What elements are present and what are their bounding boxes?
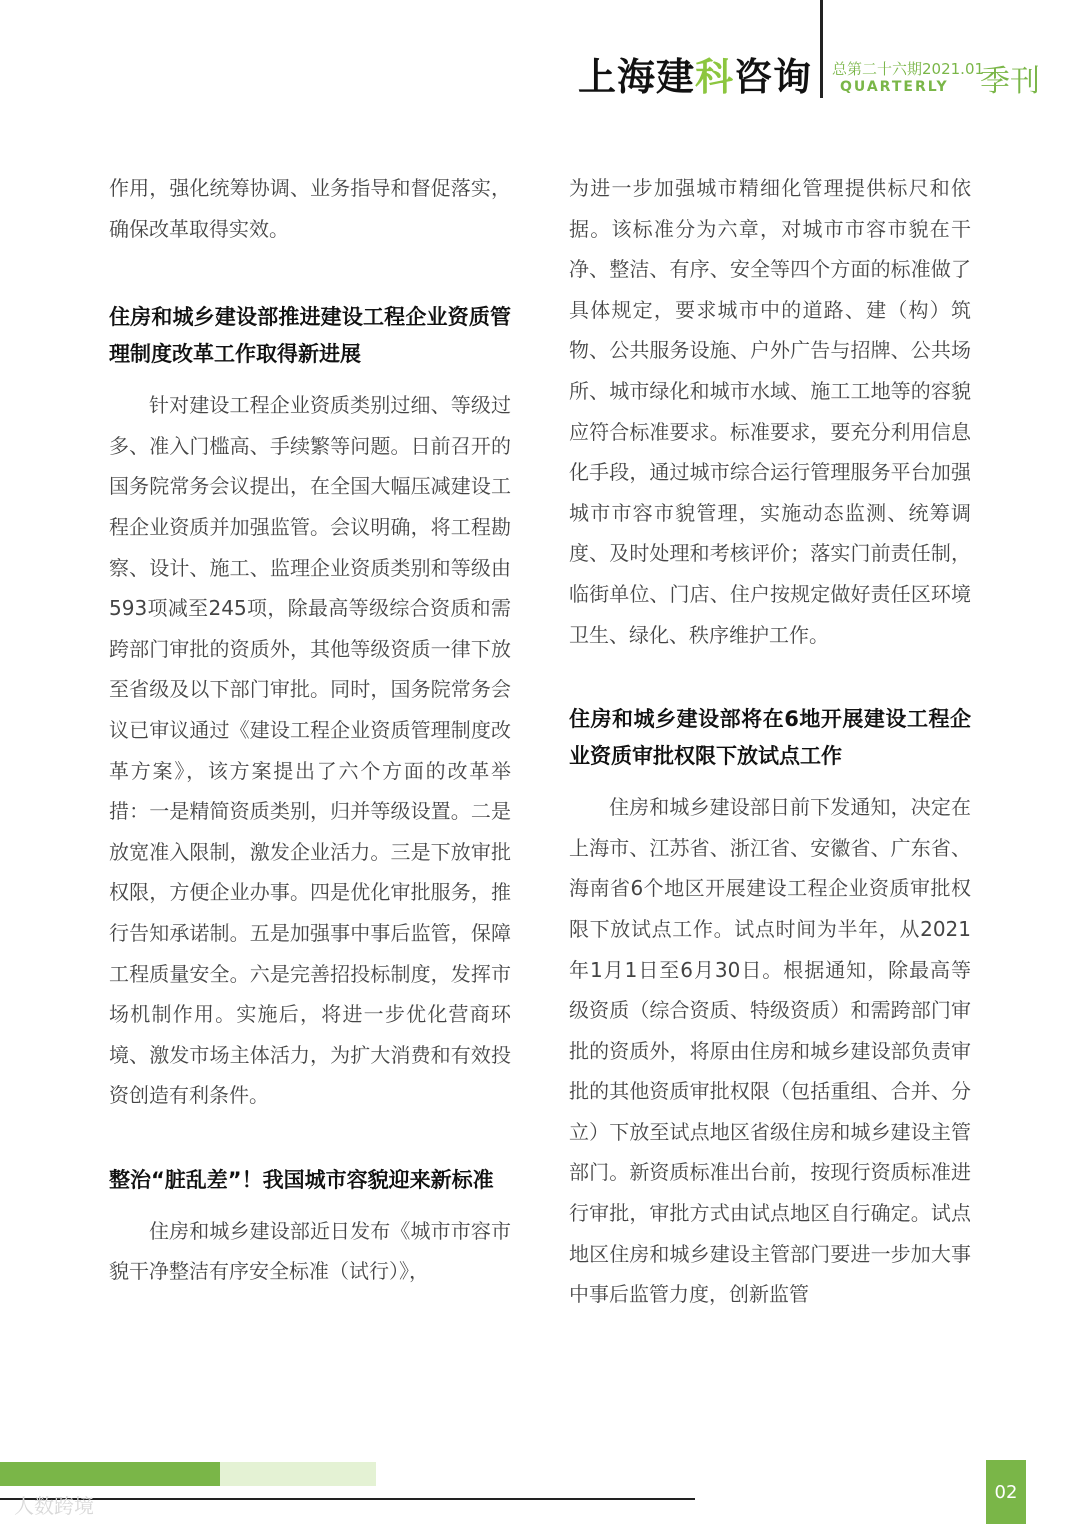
right-column [569,168,971,1315]
logo-text-accent: 科 [695,55,735,99]
quarterly-cn-label: 季刊 [980,64,1040,99]
article-title: 住房和城乡建设部推进建设工程企业资质管理制度改革工作取得新进展 [109,305,511,367]
footer-light-band [220,1462,376,1486]
logo-text-tail: 咨询 [734,55,813,99]
article-title: 整治“脏乱差”！我国城市容貌迎来新标准 [109,1167,494,1192]
footer-rule [0,1498,695,1500]
logo-text-main: 上海建 [578,55,696,99]
intro-paragraph: 作用，强化统筹协调、业务指导和督促落实，确保改革取得实效。 [109,176,511,241]
page-number: 02 [986,1460,1026,1524]
article-body: 住房和城乡建设部近日发布《城市市容市貌干净整洁有序安全标准（试行）》， [109,1218,511,1284]
issue-number: 总第二十六期2021.01 [832,60,985,78]
left-column [109,168,511,1292]
article-body: 针对建设工程企业资质类别过细、等级过多、准入门槛高、手续繁等问题。日前召开的国务院常务会议提出，在全国大幅压减建设工程企业资质并加强监管。会议明确，将工程勘察、设计、施工、监理企业资质类别和等级由593项减至245项，除最高等级综合资质和需跨部门审批的资质外，其他等级资质一律下放至省级及以下部门审批。同时，国务院常务会议已审议通过《建设工程企业资质管理制度改革方案》，该方案提出了六个方面的改革举措：一是精简资质类别，归并等级设置。二是放宽准入限制，激发企业活力。三是下放审批权限，方便企业办事。四是优化审批服务，推行告知承诺制。五是加强事中事后监管，保障工程质量安全。六是完善招投标制度，发挥市场机制作用。实施后，将进一步优化营商环境、激发市场主体活力，为扩大消费和有效投资创造有利条件。 [109,393,511,1108]
quarterly-label: QUARTERLY [840,79,949,95]
magazine-logo [578,54,812,100]
header-divider [820,0,823,98]
article-title: 住房和城乡建设部将在6地开展建设工程企业资质审批权限下放试点工作 [569,707,971,769]
footer-accent-band [0,1462,240,1486]
article-body: 住房和城乡建设部日前下发通知，决定在上海市、江苏省、浙江省、安徽省、广东省、海南省6个地区开展建设工程企业资质审批权限下放试点工作。试点时间为半年，从2021年1月1日至6月30日。根据通知，除最高等级资质（综合资质、特级资质）和需跨部门审批的资质外，将原由住房和城乡建设部负责审批的其他资质审批权限（包括重组、合并、分立）下放至试点地区省级住房和城乡建设主管部门。新资质标准出台前，按现行资质标准进行审批，审批方式由试点地区自行确定。试点地区住房和城乡建设主管部门要进一步加大事中事后监管力度，创新监管 [569,795,971,1307]
watermark: 人数跨境 [14,1494,94,1518]
article-body-continuation: 为进一步加强城市精细化管理提供标尺和依据。该标准分为六章，对城市市容市貌在干净、整洁、有序、安全等四个方面的标准做了具体规定，要求城市中的道路、建（构）筑物、公共服务设施、户外广告与招牌、公共场所、城市绿化和城市水域、施工工地等的容貌应符合标准要求。标准要求，要充分利用信息化手段，通过城市综合运行管理服务平台加强城市市容市貌管理，实施动态监测、统筹调度、及时处理和考核评价；落实门前责任制，临街单位、门店、住户按规定做好责任区环境卫生、绿化、秩序维护工作。 [569,176,971,647]
